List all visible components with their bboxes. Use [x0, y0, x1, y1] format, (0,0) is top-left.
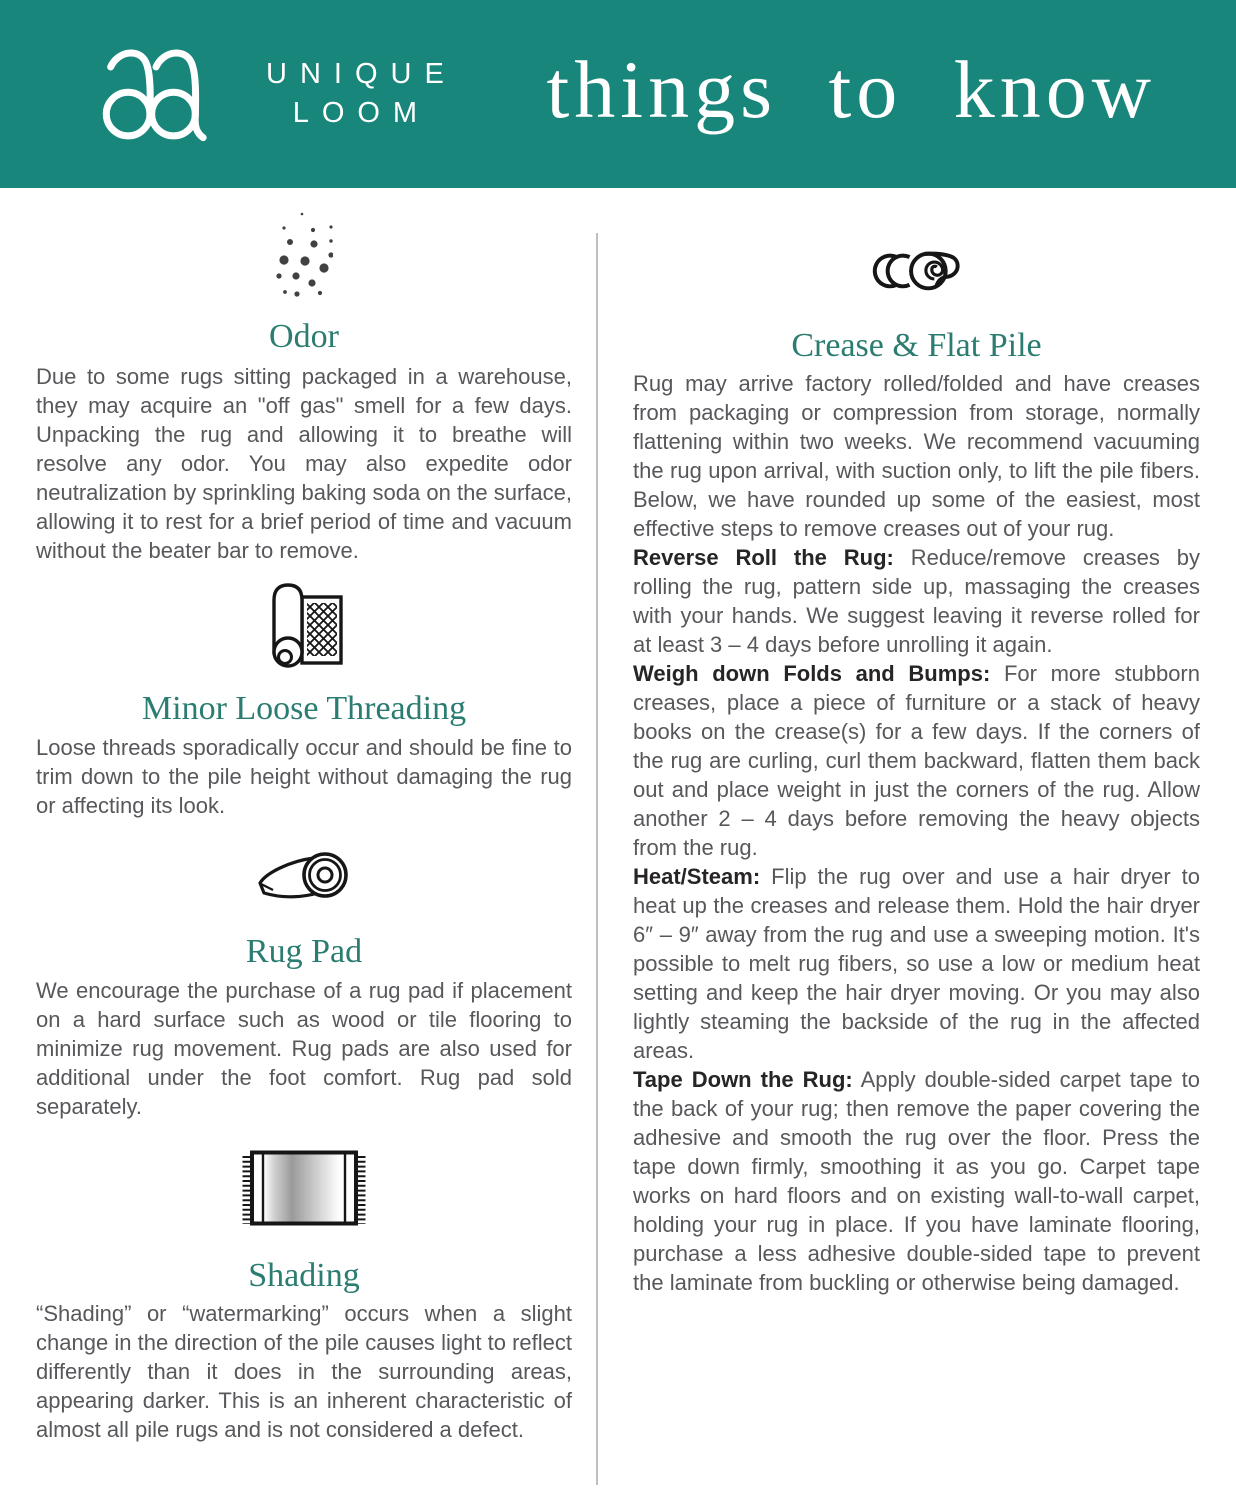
section-heading: Minor Loose Threading: [141, 690, 467, 727]
rug-pad-roll-icon: [36, 846, 572, 906]
tip-label: Reverse Roll the Rug:: [633, 545, 894, 570]
tip-text: For more stubborn creases, place a piece of furniture or a stack of heavy books on the crease(s) for a few days. If the corners of the rug are curling, curl them backward, flatten them back out and place weight in just the corners of the rug. Allow another 2 – 4 days before removing the heavy objects from the rug.: [633, 661, 1200, 860]
header-banner: [0, 0, 1236, 188]
tip-text: Reduce/remove creases by rolling the rug, pattern side up, massaging the creases with your hands. We suggest leaving it reverse rolled for at least 3 – 4 days before unrolling it again.: [633, 545, 1200, 657]
tip-label: Weigh down Folds and Bumps:: [633, 661, 991, 686]
section-crease-flat-pile: [633, 244, 1200, 1297]
section-rug-pad: [36, 846, 572, 1121]
page-title: things to know: [546, 44, 1156, 135]
tip-text: Flip the rug over and use a hair dryer to heat up the creases and release them. Hold the hair dryer 6″ – 9″ away from the rug and use a sweeping motion. It's possible to melt rug fibers, so use a low or medium heat setting and keep the hair dryer moving. Or you may also lightly steaming the backside of the rug in the affected areas.: [633, 864, 1200, 1063]
brand-name: [266, 55, 457, 133]
section-minor-loose-threading: [36, 580, 572, 820]
section-intro: Rug may arrive factory rolled/folded and have creases from packaging or compression from storage, normally flattening within two weeks. We recommend vacuuming the rug upon arrival, with suction only, to lift the pile fibers. Below, we have rounded up some of the easiest, most effective steps to remove creases out of your rug.: [633, 371, 1200, 541]
section-heading: Odor: [269, 318, 339, 355]
unique-loom-logo: [100, 46, 240, 142]
tip-label: Tape Down the Rug:: [633, 1067, 853, 1092]
brand-line-1: UNIQUE: [266, 58, 457, 90]
section-shading: [36, 1149, 572, 1444]
tip-tape-down: [633, 1065, 1200, 1297]
content-columns: [0, 188, 1236, 1444]
rolled-rug-side-icon: [633, 244, 1200, 294]
odor-particles-icon: [36, 211, 572, 297]
tip-label: Heat/Steam:: [633, 864, 761, 889]
right-column: [633, 188, 1200, 1297]
tip-text: Apply double-sided carpet tape to the back of your rug; then remove the paper covering the adhesive and smooth the rug over the floor. Press the tape down firmly, smoothing it as you go. Carpet tape works on hard floors and on existing wall-to-wall carpet, holding your rug in place. If you have laminate flooring, purchase a less adhesive double-sided tape to prevent the laminate from buckling or otherwise being damaged.: [633, 1067, 1200, 1295]
section-odor: [36, 211, 572, 565]
section-body: Loose threads sporadically occur and should be fine to trim down to the pile height without damaging the rug or affecting its look.: [36, 735, 572, 818]
column-divider: [596, 233, 598, 1485]
section-body: Due to some rugs sitting packaged in a warehouse, they may acquire an "off gas" smell for a few days. Unpacking the rug and allowing it to breathe will resolve any odor. You may also expedite odor neutralization by sprinkling baking soda on the surface, allowing it to rest for a brief period of time and vacuum without the beater bar to remove.: [36, 364, 572, 563]
section-body: We encourage the purchase of a rug pad if placement on a hard surface such as wood or tile flooring to minimize rug movement. Rug pads are also used for additional under the foot comfort. Rug pad sold separately.: [36, 978, 572, 1119]
left-column: [36, 188, 572, 1444]
tip-reverse-roll: [633, 543, 1200, 659]
brand-line-2: LOOM: [292, 97, 431, 129]
section-body: “Shading” or “watermarking” occurs when a slight change in the direction of the pile causes light to reflect differently than it does in the surrounding areas, appearing darker. This is an inherent characteristic of almost all pile rugs and is not considered a defect.: [36, 1301, 572, 1442]
section-heading: Rug Pad: [245, 933, 363, 970]
shaded-rug-fringe-icon: [36, 1149, 572, 1227]
tip-heat-steam: [633, 862, 1200, 1065]
rolled-rug-crosshatch-icon: [36, 580, 572, 670]
tip-weigh-down: [633, 659, 1200, 862]
section-heading: Crease & Flat Pile: [791, 327, 1042, 364]
section-heading: Shading: [248, 1257, 360, 1294]
